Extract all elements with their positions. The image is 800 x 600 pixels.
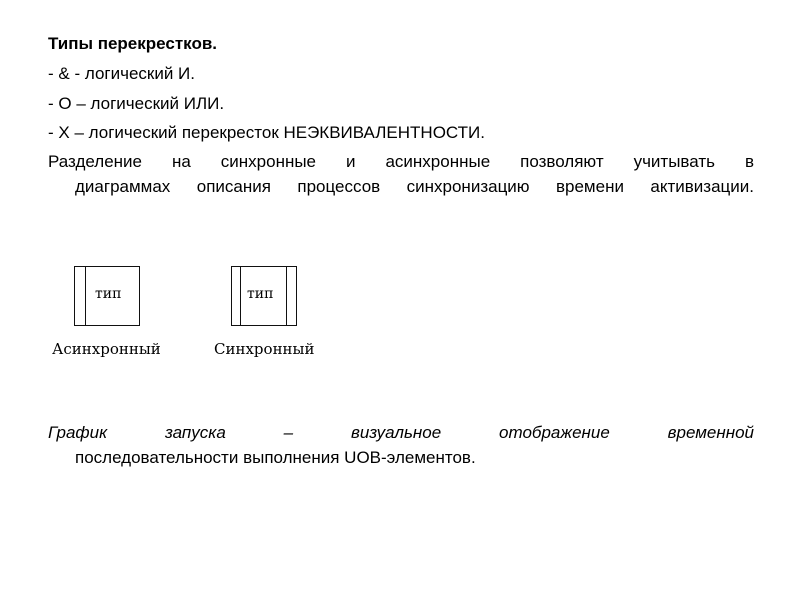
- schedule-paragraph-rest: последовательности выполнения UOB-элементов.: [75, 448, 476, 467]
- schedule-paragraph-line1: График запуска – визуальное отображение временной: [48, 423, 754, 442]
- async-caption: Асинхронный: [52, 340, 161, 358]
- slide-title: Типы перекрестков.: [48, 34, 218, 53]
- list-item-and: - & - логический И.: [48, 64, 195, 83]
- sync-left-bar: [240, 267, 241, 325]
- sync-paragraph-rest: диаграммах описания процессов синхронизацию времени активизации.: [75, 177, 754, 196]
- async-box-label: тип: [95, 286, 122, 302]
- sync-right-bar: [286, 267, 287, 325]
- sync-caption: Синхронный: [214, 340, 315, 358]
- sync-async-paragraph: [48, 149, 754, 199]
- sync-paragraph-line1: Разделение на синхронные и асинхронные позволяют учитывать в: [48, 152, 754, 171]
- sync-box-label: тип: [247, 286, 274, 302]
- list-item-xor: - Х – логический перекресток НЕЭКВИВАЛЕНТНОСТИ.: [48, 123, 485, 142]
- list-item-or: - О – логический ИЛИ.: [48, 94, 225, 113]
- schedule-paragraph: [48, 420, 754, 470]
- async-left-bar: [85, 267, 86, 325]
